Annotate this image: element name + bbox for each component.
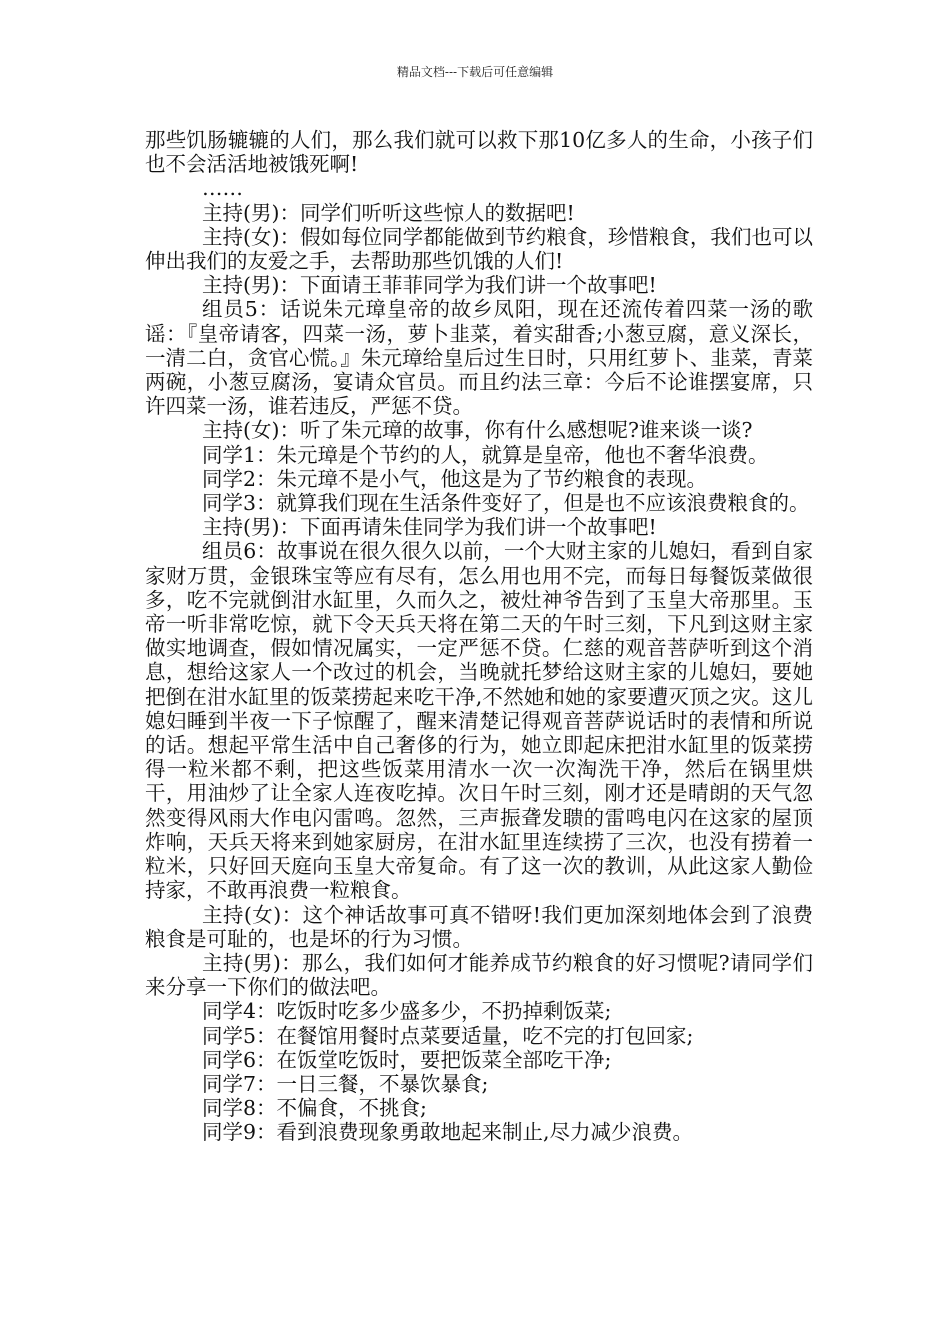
paragraph: 那些饥肠辘辘的人们，那么我们就可以救下那10亿多人的生命，小孩子们也不会活活地被饿死啊!: [145, 128, 813, 177]
paragraph: 主持(男)：下面再请朱佳同学为我们讲一个故事吧!: [202, 515, 657, 540]
list-item: 同学4：吃饭时吃多少盛多少，不扔掉剩饭菜;: [202, 999, 612, 1024]
paragraph: 主持(男)：那么，我们如何才能养成节约粮食的好习惯呢?请同学们来分享一下你们的做法吧。: [145, 950, 813, 1000]
paragraph: 同学3：就算我们现在生活条件变好了，但是也不应该浪费粮食的。: [202, 491, 810, 516]
paragraph: 同学2：朱元璋不是小气，他这是为了节约粮食的表现。: [202, 466, 708, 491]
document-body: [145, 128, 813, 1145]
paragraph: 主持(女)：假如每位同学都能做到节约粮食，珍惜粮食，我们也可以伸出我们的友爱之手，去帮助那些饥饿的人们!: [145, 224, 813, 274]
list-item: 同学7：一日三餐，不暴饮暴食;: [202, 1071, 489, 1096]
list-item: 同学6：在饭堂吃饭时，要把饭菜全部吃干净;: [202, 1047, 612, 1072]
paragraph: 组员5：话说朱元璋皇帝的故乡凤阳，现在还流传着四菜一汤的歌谣：『皇帝请客，四菜一汤，萝卜韭菜，着实甜香;小葱豆腐，意义深长，一清二白，贪官心慌。』朱元璋给皇后过生日时，只用红萝卜、韭菜，青菜两碗，小葱豆腐汤，宴请众官员。而且约法三章：今后不论谁摆宴席，只许四菜一汤，谁若违反，严惩不贷。: [145, 297, 813, 419]
list-item: 同学5：在餐馆用餐时点菜要适量，吃不完的打包回家;: [202, 1023, 694, 1048]
paragraph-ellipsis: ……: [202, 176, 243, 201]
page-header: 精品文档---下载后可任意编辑: [396, 65, 554, 79]
paragraph: 同学1：朱元璋是个节约的人，就算是皇帝，他也不奢华浪费。: [202, 442, 769, 467]
paragraph: 主持(女)：这个神话故事可真不错呀!我们更加深刻地体会到了浪费粮食是可耻的，也是坏的行为习惯。: [145, 902, 813, 951]
paragraph: 主持(男)：下面请王菲菲同学为我们讲一个故事吧!: [202, 273, 657, 298]
paragraph: 主持(女)：听了朱元璋的故事，你有什么感想呢?谁来谈一谈?: [202, 418, 753, 443]
list-item: 同学9：看到浪费现象勇敢地起来制止,尽力减少浪费。: [202, 1120, 694, 1145]
list-item: 同学8：不偏食，不挑食;: [202, 1096, 427, 1121]
paragraph: 组员6：故事说在很久很久以前，一个大财主家的儿媳妇，看到自家家财万贯，金银珠宝等应有尽有，怎么用也用不完，而每日每餐饭菜做很多，吃不完就倒泔水缸里，久而久之，被灶神爷告到了玉皇大帝那里。玉帝一听非常吃惊，就下令天兵天将在第二天的午时三刻，下凡到这财主家做实地调查，假如情况属实，一定严惩不贷。仁慈的观音菩萨听到这个消息，想给这家人一个改过的机会，当晚就托梦给这财主家的儿媳妇，要她把倒在泔水缸里的饭菜捞起来吃干净,不然她和她的家要遭灭顶之灾。这儿媳妇睡到半夜一下子惊醒了，醒来清楚记得观音菩萨说话时的表情和所说的话。想起平常生活中自己奢侈的行为，她立即起床把泔水缸里的饭菜捞得一粒米都不剩，把这些饭菜用清水一次一次淘洗干净，然后在锅里烘干，用油炒了让全家人连夜吃掉。次日午时三刻，刚才还是晴朗的天气忽然变得风雨大作电闪雷鸣。忽然，三声振聋发聩的雷鸣电闪在这家的屋顶炸响，天兵天将来到她家厨房，在泔水缸里连续捞了三次，也没有捞着一粒米，只好回天庭向玉皇大帝复命。有了这一次的教训，从此这家人勤俭持家，不敢再浪费一粒粮食。: [145, 539, 813, 903]
paragraph: 主持(男)：同学们听听这些惊人的数据吧!: [202, 200, 575, 225]
